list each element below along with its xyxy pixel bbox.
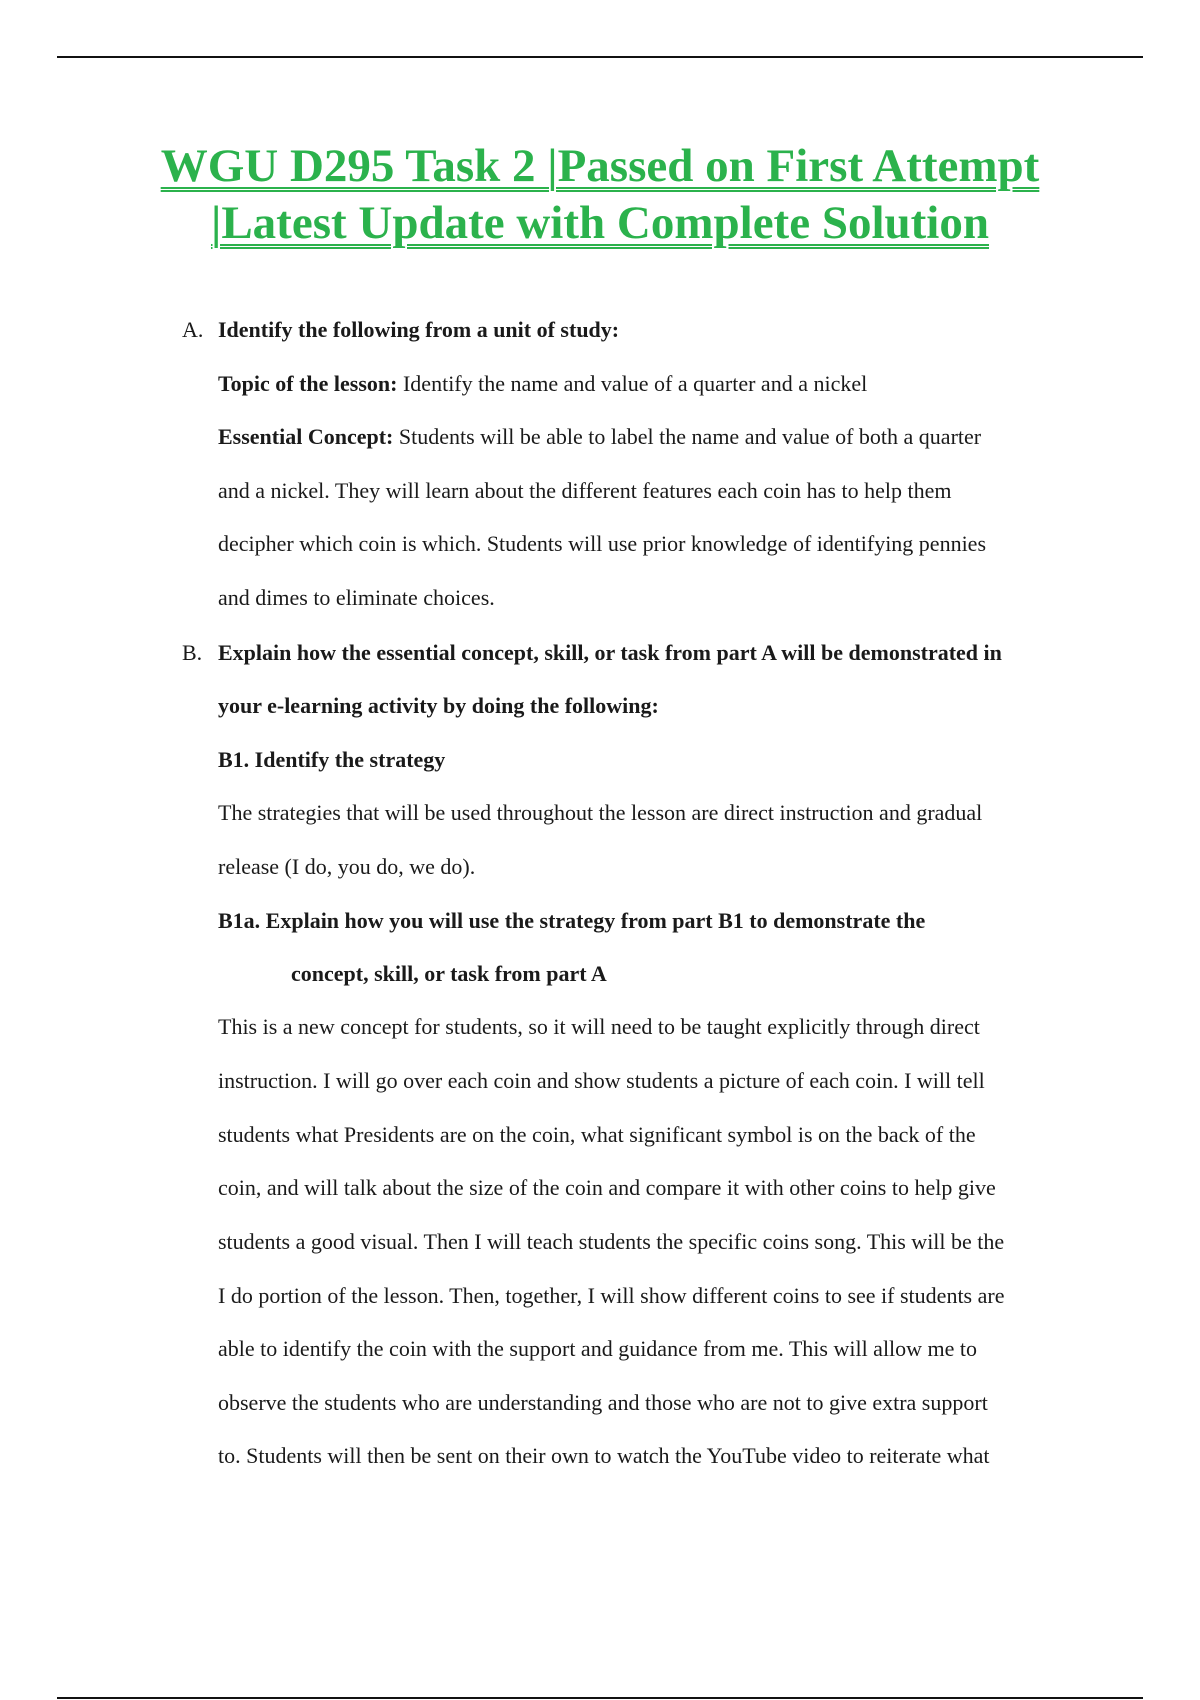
- b1a-text-line: I do portion of the lesson. Then, together, I will show different coins to see if students are: [218, 1283, 1005, 1308]
- concept-line-1: [218, 422, 981, 452]
- concept-label: Essential Concept:: [218, 424, 394, 449]
- section-a-marker: A.: [182, 317, 204, 342]
- concept-line-3: decipher which coin is which. Students will use prior knowledge of identifying pennies: [218, 531, 987, 556]
- concept-text-1: Students will be able to label the name and value of both a quarter: [393, 424, 982, 449]
- b1a-text-line: coin, and will talk about the size of the coin and compare it with other coins to help give: [218, 1175, 996, 1200]
- b1-text-1: The strategies that will be used throughout the lesson are direct instruction and gradual: [218, 800, 983, 825]
- title-line-1: WGU D295 Task 2 |Passed on First Attempt: [160, 140, 1040, 192]
- b1a-text-line: to. Students will then be sent on their own to watch the YouTube video to reiterate what: [218, 1443, 990, 1468]
- section-b-heading-1: Explain how the essential concept, skill, or task from part A will be demonstrated in: [218, 640, 1002, 665]
- section-a-heading: Identify the following from a unit of study:: [218, 317, 620, 342]
- b1a-text-line: This is a new concept for students, so it will need to be taught explicitly through direct: [218, 1014, 980, 1039]
- b1a-text-line: students what Presidents are on the coin, what significant symbol is on the back of the: [218, 1122, 976, 1147]
- topic-line: [218, 369, 867, 399]
- document-title: [100, 138, 1100, 252]
- b1a-heading-2: concept, skill, or task from part A: [291, 961, 607, 986]
- b1-heading: B1. Identify the strategy: [218, 747, 446, 772]
- section-b-marker: B.: [182, 640, 203, 665]
- concept-line-4: and dimes to eliminate choices.: [218, 585, 495, 610]
- concept-line-2: and a nickel. They will learn about the different features each coin has to help them: [218, 478, 952, 503]
- bottom-rule: [57, 1697, 1143, 1699]
- topic-text: Identify the name and value of a quarter and a nickel: [397, 371, 868, 396]
- top-rule: [57, 56, 1143, 58]
- title-line-2: |Latest Update with Complete Solution: [210, 197, 990, 249]
- b1a-text-line: able to identify the coin with the support and guidance from me. This will allow me to: [218, 1336, 978, 1361]
- topic-label: Topic of the lesson:: [218, 371, 398, 396]
- b1a-text-line: students a good visual. Then I will teach students the specific coins song. This will be the: [218, 1229, 1005, 1254]
- section-b-heading-2: your e-learning activity by doing the following:: [218, 693, 659, 718]
- b1-text-2: release (I do, you do, we do).: [218, 854, 476, 879]
- b1a-text-line: observe the students who are understanding and those who are not to give extra support: [218, 1390, 988, 1415]
- b1a-heading-1: B1a. Explain how you will use the strategy from part B1 to demonstrate the: [218, 908, 926, 933]
- b1a-text-line: instruction. I will go over each coin and show students a picture of each coin. I will tell: [218, 1068, 985, 1093]
